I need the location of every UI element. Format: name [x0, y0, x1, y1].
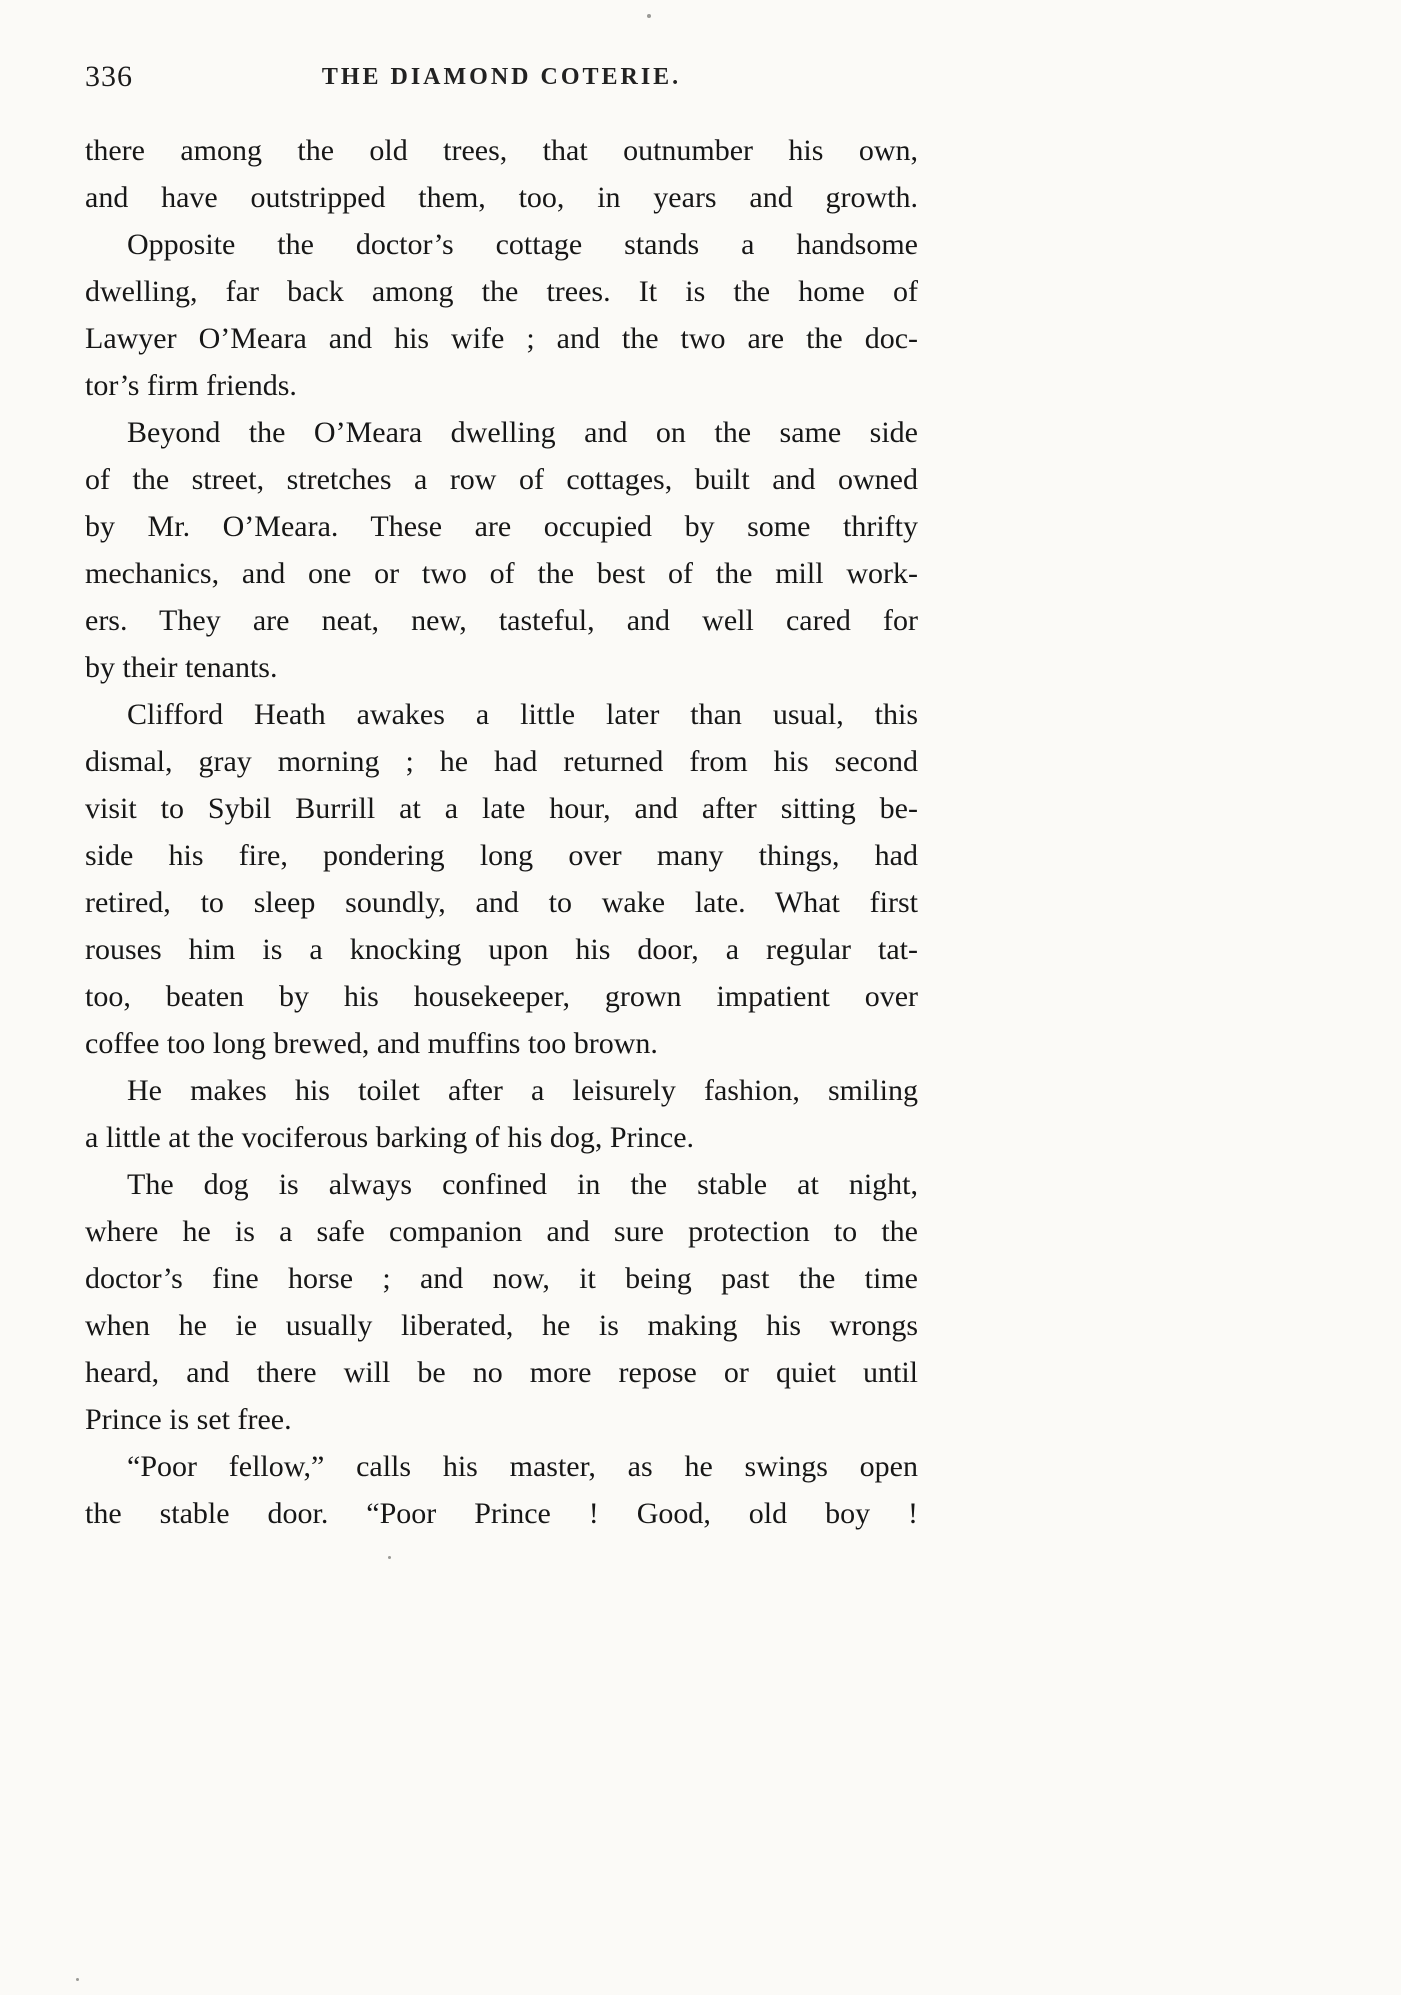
text-line: by Mr. O’Meara. These are occupied by some thrifty — [85, 510, 918, 543]
text-line: He makes his toilet after a leisurely fashion, smiling — [127, 1074, 918, 1107]
text-line: “Poor fellow,” calls his master, as he swings open — [127, 1450, 918, 1483]
text-line: when he ie usually liberated, he is making his wrongs — [85, 1309, 918, 1342]
text-line: Lawyer O’Meara and his wife ; and the two are the doc- — [85, 322, 918, 355]
text-line: of the street, stretches a row of cottages, built and owned — [85, 463, 918, 496]
paragraph — [85, 409, 918, 691]
text-line: Prince is set free. — [85, 1403, 292, 1436]
paragraph — [85, 127, 918, 221]
text-line: Opposite the doctor’s cottage stands a handsome — [127, 228, 918, 261]
paragraph — [85, 1443, 918, 1537]
text-line: and have outstripped them, too, in years and growth. — [85, 181, 918, 214]
paragraph — [85, 691, 918, 1067]
text-block — [85, 127, 918, 1537]
paragraph — [85, 221, 918, 409]
text-line: coffee too long brewed, and muffins too brown. — [85, 1027, 658, 1060]
page-header — [85, 58, 918, 98]
running-title: THE DIAMOND COTERIE. — [321, 64, 682, 90]
text-line: a little at the vociferous barking of his dog, Prince. — [85, 1121, 695, 1154]
text-line: the stable door. “Poor Prince ! Good, old boy ! — [85, 1497, 918, 1530]
text-line: The dog is always confined in the stable at night, — [127, 1168, 918, 1201]
text-line: there among the old trees, that outnumber his own, — [85, 134, 918, 167]
text-line: tor’s firm friends. — [85, 369, 297, 402]
text-line: retired, to sleep soundly, and to wake late. What first — [85, 886, 918, 919]
scan-speck — [388, 1556, 391, 1559]
scan-speck — [647, 14, 651, 18]
scan-speck — [76, 1978, 79, 1981]
text-line: dismal, gray morning ; he had returned from his second — [85, 745, 918, 778]
text-line: rouses him is a knocking upon his door, a regular tat- — [85, 933, 918, 966]
text-line: side his fire, pondering long over many things, had — [85, 839, 918, 872]
text-line: dwelling, far back among the trees. It is the home of — [85, 275, 918, 308]
text-line: visit to Sybil Burrill at a late hour, and after sitting be- — [85, 792, 918, 825]
text-line: too, beaten by his housekeeper, grown impatient over — [85, 980, 918, 1013]
text-line: Clifford Heath awakes a little later than usual, this — [127, 698, 918, 731]
text-line: heard, and there will be no more repose or quiet until — [85, 1356, 918, 1389]
paragraph — [85, 1161, 918, 1443]
paragraph — [85, 1067, 918, 1161]
text-line: mechanics, and one or two of the best of the mill work- — [85, 557, 918, 590]
text-line: ers. They are neat, new, tasteful, and well cared for — [85, 604, 918, 637]
text-line: Beyond the O’Meara dwelling and on the same side — [127, 416, 918, 449]
text-line: by their tenants. — [85, 651, 278, 684]
text-line: where he is a safe companion and sure protection to the — [85, 1215, 918, 1248]
page-number: 336 — [85, 60, 133, 93]
text-line: doctor’s fine horse ; and now, it being past the time — [85, 1262, 918, 1295]
